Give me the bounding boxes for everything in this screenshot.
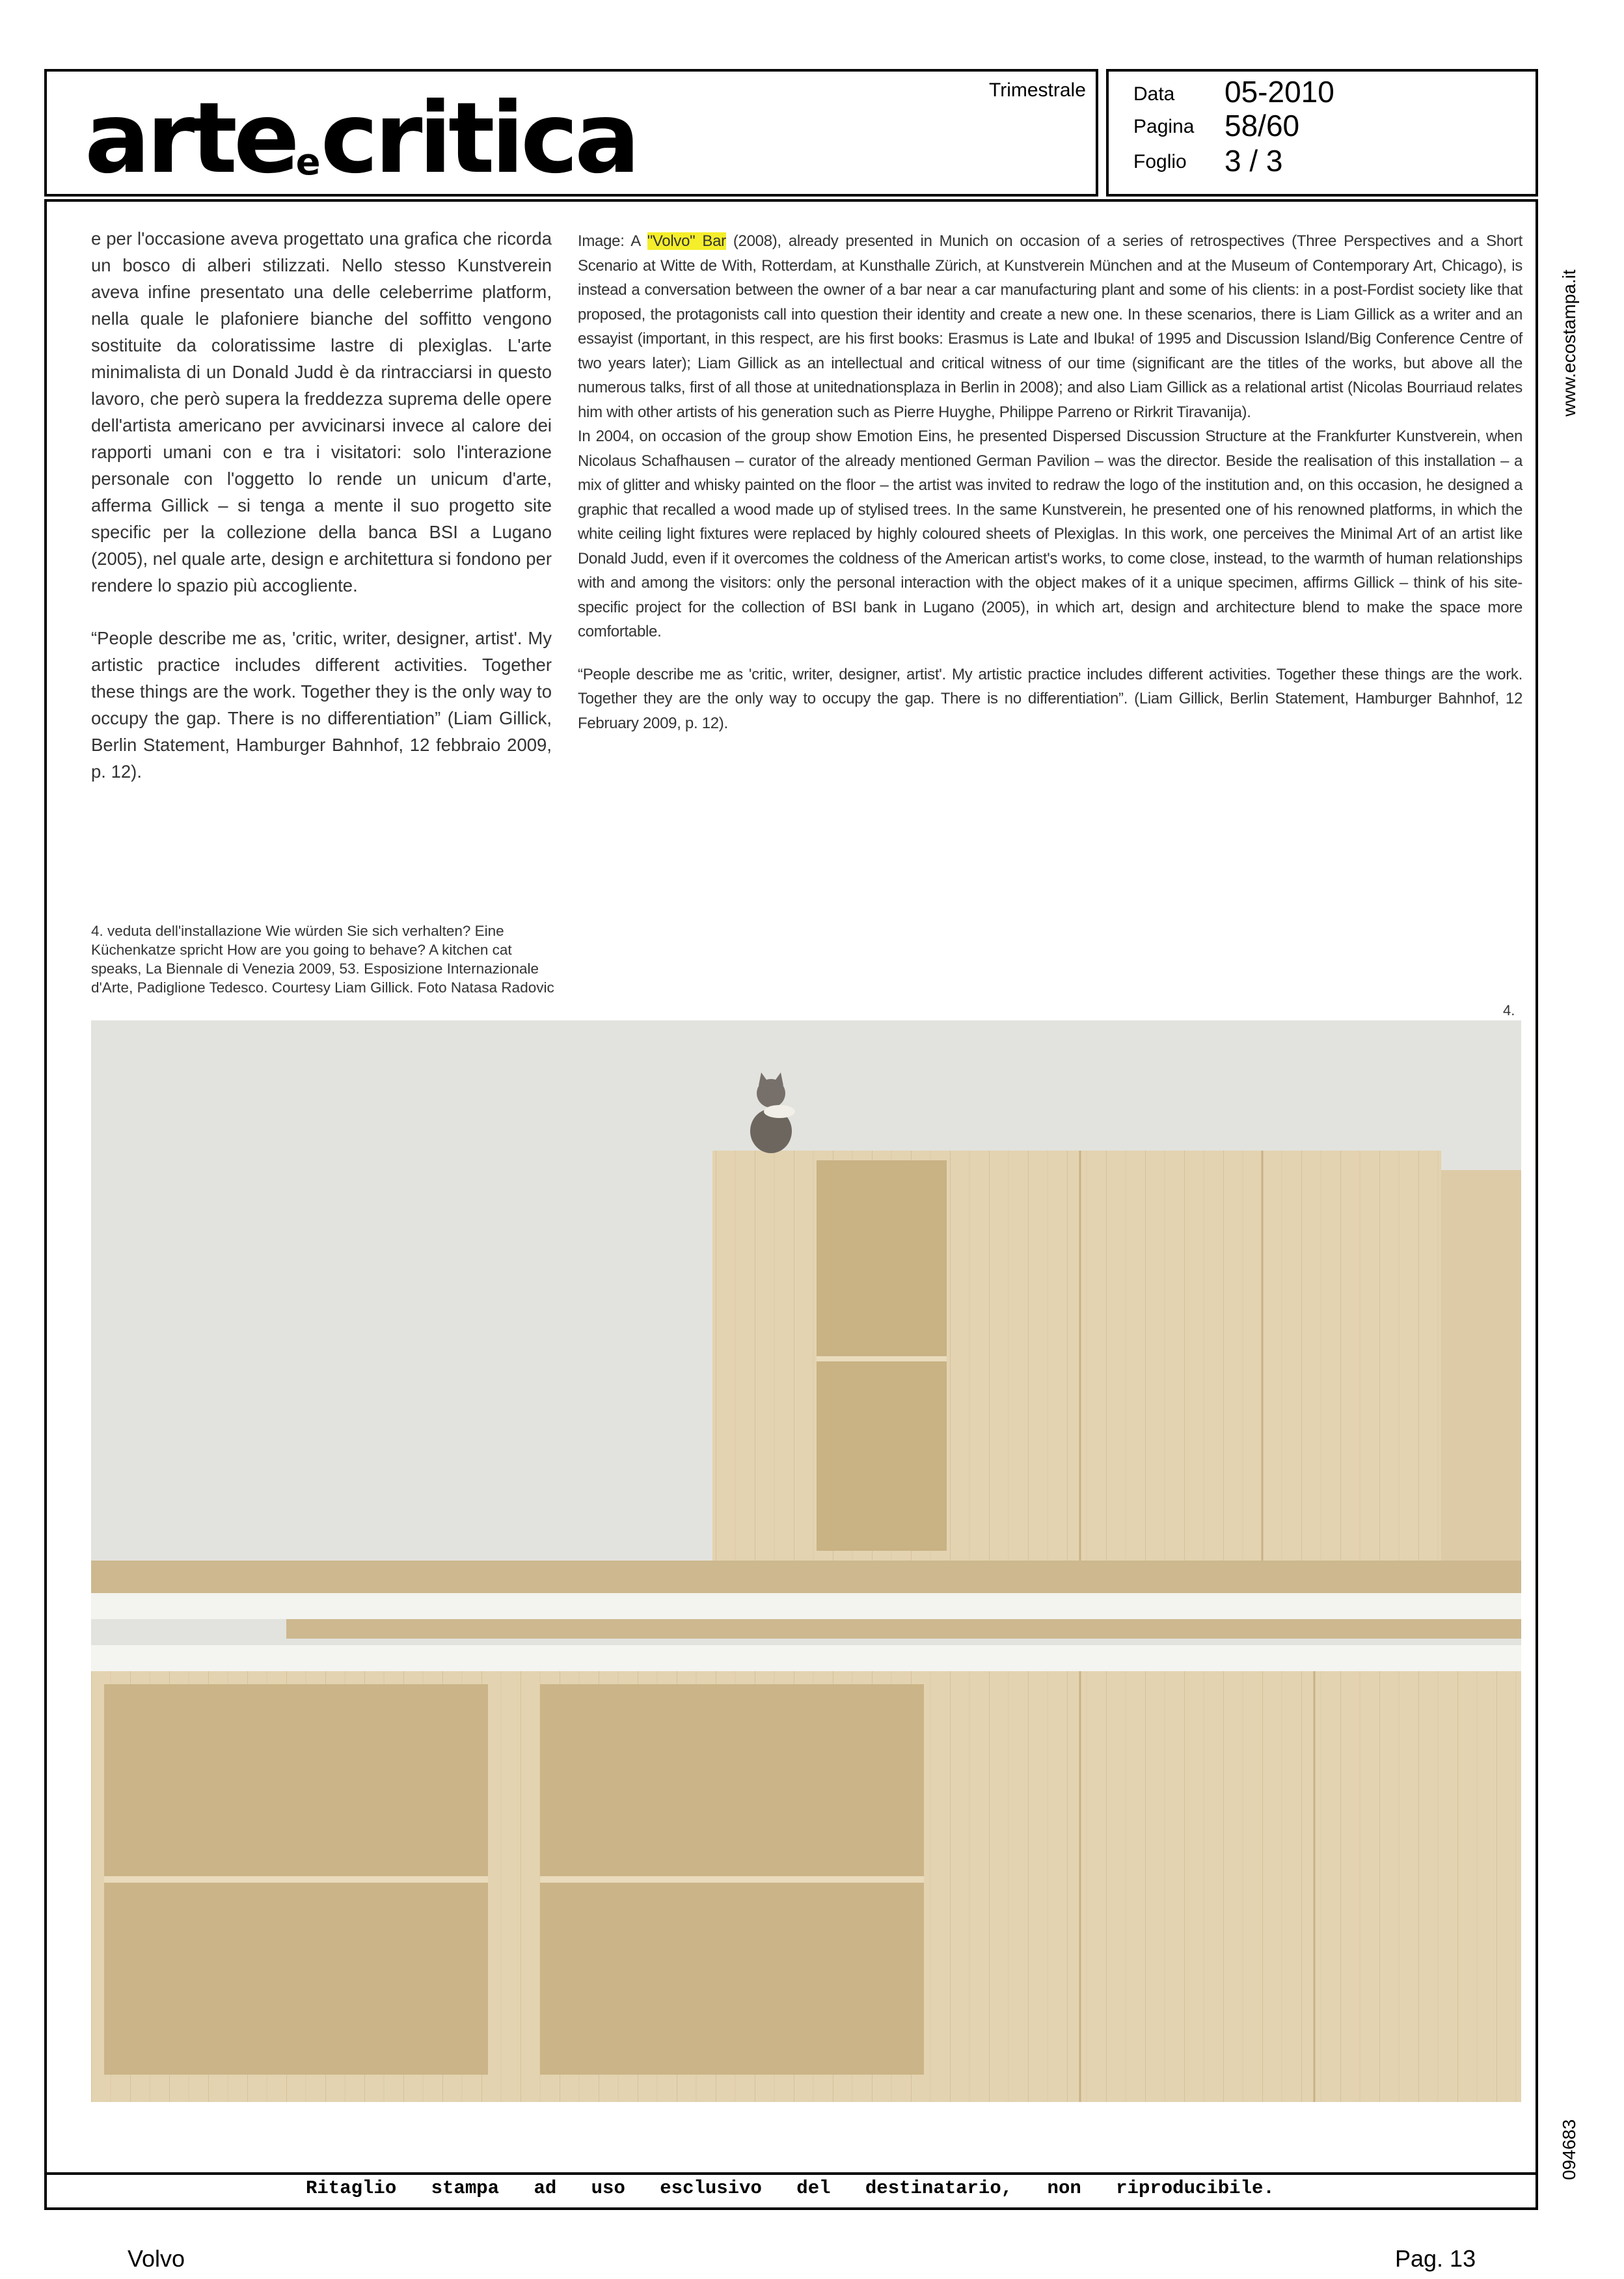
logo-part-critica: critica xyxy=(320,82,637,195)
cat-held-bird xyxy=(764,1105,795,1118)
platform-top xyxy=(91,1593,1521,1619)
logo-part-arte: arte xyxy=(85,82,296,195)
pagina-label: Pagina xyxy=(1133,116,1195,137)
installation-photo xyxy=(91,1020,1521,2102)
italian-paragraph-1: e per l'occasione aveva progettato una grafica che ricorda un bosco di alberi stilizzati. Nello stesso Kunstverein aveva infine presentato una delle celeberrime platform, nella quale le plafoniere bianche del soffitto vengono sostituite da coloratissime lastre di plexiglas. L'arte minimalista di un Donald Judd è da rintracciarsi in questo lavoro, che però supera la freddezza suprema delle opere dell'artista americano per avvicinarsi invece al calore dei rapporti umani con e tra i visitatori: solo l'interazione personale con l'oggetto lo rende un unicum d'arte, afferma Gillick – si tenga a mente il suo progetto site specific per la collezione della banca BSI a Lugano (2005), nel quale arte, design e architettura si fondono per rendere lo spazio più accogliente. xyxy=(91,228,552,595)
footer-page-number: Pag. 13 xyxy=(1395,2245,1476,2272)
figure-caption: 4. veduta dell'installazione Wie würden Sie sich verhalten? Eine Küchenkatze spricht How are you going to behave? A kitchen cat speaks, La Biennale di Venezia 2009, 53. Esposizione Internazionale d'Arte, Padiglione Tedesco. Courtesy Liam Gillick. Foto Natasa Radovic xyxy=(91,923,554,996)
english-paragraph-1-body: (2008), already presented in Munich on occasion of a series of retrospectives (Three Perspectives and a Short Scenario at Witte de With, Rotterdam, at Kunsthalle Zürich, at Kunstverein München and at the Museum of Contemporary Art, Chicago), is instead a conversation between the owner of a bar near a car manufacturing plant and some of his clients: in a post-Fordist society like that proposed, the protagonists call into question their identity and create a new one. In these scenarios, there is Liam Gillick as a writer and an essayist (important, in this respect, are his first books: Erasmus is Late and Ibuka! of 1995 and Discussion Island/Big Conference Centre of two years later); Liam Gillick as an intellectual and critical witness of our time (significant are the titles of the works, but above all the numerous talks, first of all those at unitednationsplaza in Berlin in 2008); and also Liam Gillick as a relational artist (Nicolas Bourriaud relates him with other artists of his generation such as Pierre Huyghe, Philippe Parreno or Rirkrit Tiravanija). xyxy=(578,232,1522,421)
masthead-logo xyxy=(85,82,637,195)
highlighted-title: "Volvo" Bar xyxy=(647,232,726,250)
back-low-shelving xyxy=(91,1561,1521,1593)
pagina-value: 58/60 xyxy=(1225,109,1300,143)
data-label: Data xyxy=(1133,83,1175,105)
logo-part-e: e xyxy=(295,141,321,184)
side-code xyxy=(1554,2082,1580,2187)
data-value: 05-2010 xyxy=(1225,75,1334,109)
front-platform-top xyxy=(91,1645,1521,1671)
side-url-text: www.ecostampa.it xyxy=(1559,269,1579,416)
english-paragraph-3: “People describe me as 'critic, writer, designer, artist'. My artistic practice includes different activities. Together these things are the work. Together they are the only way to occupy the gap. There is no differentiation”. (Liam Gillick, Berlin Statement, Hamburger Bahnhof, 12 February 2009, p. 12). xyxy=(578,665,1522,732)
figure-number: 4. xyxy=(1503,1002,1515,1018)
italian-column xyxy=(91,225,552,811)
foglio-value: 3 / 3 xyxy=(1225,144,1283,178)
english-column xyxy=(578,229,1522,735)
foglio-label: Foglio xyxy=(1133,151,1187,172)
clipping-notice: Ritaglio stampa ad uso esclusivo del destinatario, non riproducibile. xyxy=(306,2177,1275,2199)
english-paragraph-2: In 2004, on occasion of the group show Emotion Eins, he presented Dispersed Discussion Structure at the Frankfurter Kunstverein, when Nicolaus Schafhausen – curator of the already mentioned German Pavilion – was the director. Beside the realisation of this installation – a mix of glitter and whisky painted on the floor – the artist was invited to redraw the logo of the institution and, on this occasion, he designed a graphic that recalled a wood made up of stylised trees. In the same Kunstverein, he presented one of his renowned platforms, in which the white ceiling light fixtures were replaced by highly coloured sheets of Plexiglas. In this work, one perceives the Minimal Art of an artist like Donald Judd, even if it overcomes the coldness of the American artist's works, to come close, instead, to the warmth of human relationships with and among the visitors: only the personal interaction with the object makes of it a unique specimen, affirms Gillick – think of his site-specific project for the collection of BSI bank in Lugano (2005), in which art, design and architecture blend to make the space more comfortable. xyxy=(578,428,1522,640)
tall-cabinet-right xyxy=(1441,1170,1521,1561)
footer-client-name: Volvo xyxy=(128,2245,185,2272)
middle-shelving xyxy=(286,1619,1521,1639)
tall-cabinet-open-bay xyxy=(817,1160,947,1551)
footer-divider xyxy=(44,2172,1538,2175)
english-image-intro: Image: A xyxy=(578,232,647,250)
side-url xyxy=(1554,221,1580,416)
periodicity-label: Trimestrale xyxy=(989,79,1086,101)
english-paragraph-1 xyxy=(578,229,1522,424)
italian-paragraph-2: “People describe me as, 'critic, writer, designer, artist'. My artistic practice includes different activities. Together these things are the work. Together they is the only way to occupy the gap. There is no differentiation” (Liam Gillick, Berlin Statement, Hamburger Bahnhof, 12 febbraio 2009, p. 12). xyxy=(91,628,552,782)
side-code-text: 094683 xyxy=(1559,2119,1579,2180)
